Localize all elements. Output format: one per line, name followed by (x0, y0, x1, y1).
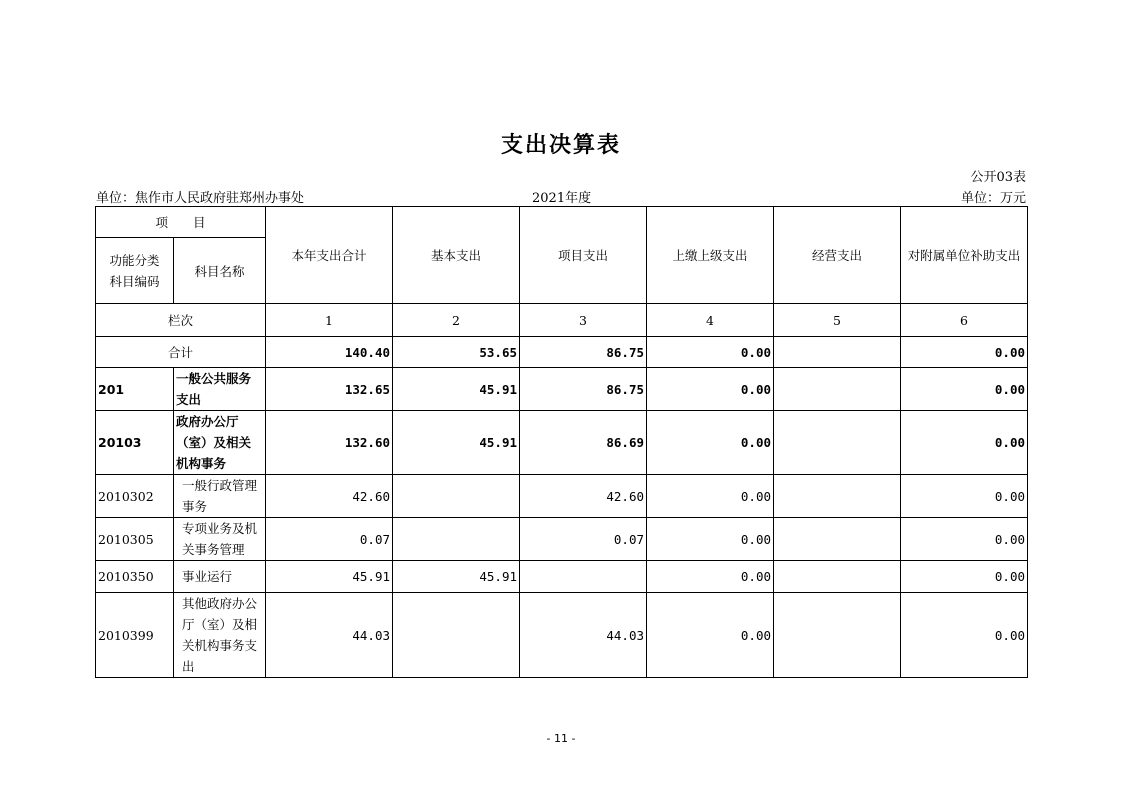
row-cell: 0.00 (901, 368, 1028, 411)
row-cell (774, 561, 901, 593)
row-cell (520, 561, 647, 593)
row-cell: 0.07 (266, 518, 393, 561)
row-cell: 132.60 (266, 411, 393, 475)
row-name: 事业运行 (174, 561, 266, 593)
row-cell (774, 518, 901, 561)
column-index-cell: 6 (901, 304, 1028, 337)
form-number: 公开03表 (970, 170, 1026, 185)
header-row-1 (96, 207, 1028, 238)
row-cell: 0.00 (901, 593, 1028, 678)
column-index-row (96, 304, 1028, 337)
row-code: 2010302 (96, 475, 174, 518)
name-column-header: 科目名称 (174, 238, 266, 304)
row-cell: 132.65 (266, 368, 393, 411)
total-cell: 53.65 (393, 337, 520, 368)
column-index-cell: 2 (393, 304, 520, 337)
col-header-2: 基本支出 (393, 207, 520, 304)
row-cell: 0.00 (901, 411, 1028, 475)
column-index-cell: 4 (647, 304, 774, 337)
col-header-6: 对附属单位补助支出 (901, 207, 1028, 304)
row-code: 2010399 (96, 593, 174, 678)
row-cell (774, 411, 901, 475)
row-cell: 0.00 (647, 593, 774, 678)
table-row (96, 411, 1028, 475)
row-cell: 44.03 (266, 593, 393, 678)
row-cell: 0.00 (901, 475, 1028, 518)
row-name: 专项业务及机关事务管理 (174, 518, 266, 561)
row-cell: 42.60 (520, 475, 647, 518)
table-row (96, 561, 1028, 593)
row-name: 其他政府办公厅（室）及相关机构事务支出 (174, 593, 266, 678)
total-cell: 0.00 (647, 337, 774, 368)
row-cell: 45.91 (393, 561, 520, 593)
row-cell (774, 475, 901, 518)
row-cell: 44.03 (520, 593, 647, 678)
row-name: 一般行政管理事务 (174, 475, 266, 518)
table-row (96, 518, 1028, 561)
row-code: 2010305 (96, 518, 174, 561)
total-cell (774, 337, 901, 368)
table-row (96, 593, 1028, 678)
col-header-4: 上缴上级支出 (647, 207, 774, 304)
row-cell: 45.91 (393, 368, 520, 411)
row-cell: 0.00 (647, 411, 774, 475)
total-cell: 0.00 (901, 337, 1028, 368)
row-cell: 0.00 (901, 518, 1028, 561)
row-cell: 0.07 (520, 518, 647, 561)
row-cell (774, 368, 901, 411)
row-name: 政府办公厅（室）及相关机构事务 (174, 411, 266, 475)
row-cell: 0.00 (647, 561, 774, 593)
column-index-label: 栏次 (96, 304, 266, 337)
expenditure-table (95, 206, 1028, 678)
row-cell: 0.00 (647, 518, 774, 561)
row-name: 一般公共服务支出 (174, 368, 266, 411)
column-index-cell: 5 (774, 304, 901, 337)
row-cell: 42.60 (266, 475, 393, 518)
page-title: 支出决算表 (500, 133, 621, 158)
total-row (96, 337, 1028, 368)
row-cell (393, 518, 520, 561)
row-cell: 45.91 (393, 411, 520, 475)
row-cell: 86.75 (520, 368, 647, 411)
row-cell: 0.00 (647, 368, 774, 411)
reporting-unit: 单位：焦作市人民政府驻郑州办事处 (96, 191, 305, 206)
row-code: 201 (96, 368, 174, 411)
col-header-3: 项目支出 (520, 207, 647, 304)
table-row (96, 368, 1028, 411)
col-header-5: 经营支出 (774, 207, 901, 304)
row-cell (393, 475, 520, 518)
column-index-cell: 1 (266, 304, 393, 337)
page-number: - 11 - (546, 732, 576, 745)
row-cell: 45.91 (266, 561, 393, 593)
currency-unit: 单位：万元 (960, 191, 1026, 206)
row-cell: 86.69 (520, 411, 647, 475)
row-cell: 0.00 (901, 561, 1028, 593)
table-row (96, 475, 1028, 518)
row-cell (393, 593, 520, 678)
row-code: 20103 (96, 411, 174, 475)
total-cell: 140.40 (266, 337, 393, 368)
column-index-cell: 3 (520, 304, 647, 337)
row-code: 2010350 (96, 561, 174, 593)
item-header: 项 目 (96, 207, 266, 238)
row-cell: 0.00 (647, 475, 774, 518)
total-label: 合计 (96, 337, 266, 368)
fiscal-year: 2021年度 (532, 191, 592, 206)
code-column-header: 功能分类 科目编码 (96, 238, 174, 304)
total-cell: 86.75 (520, 337, 647, 368)
col-header-1: 本年支出合计 (266, 207, 393, 304)
row-cell (774, 593, 901, 678)
